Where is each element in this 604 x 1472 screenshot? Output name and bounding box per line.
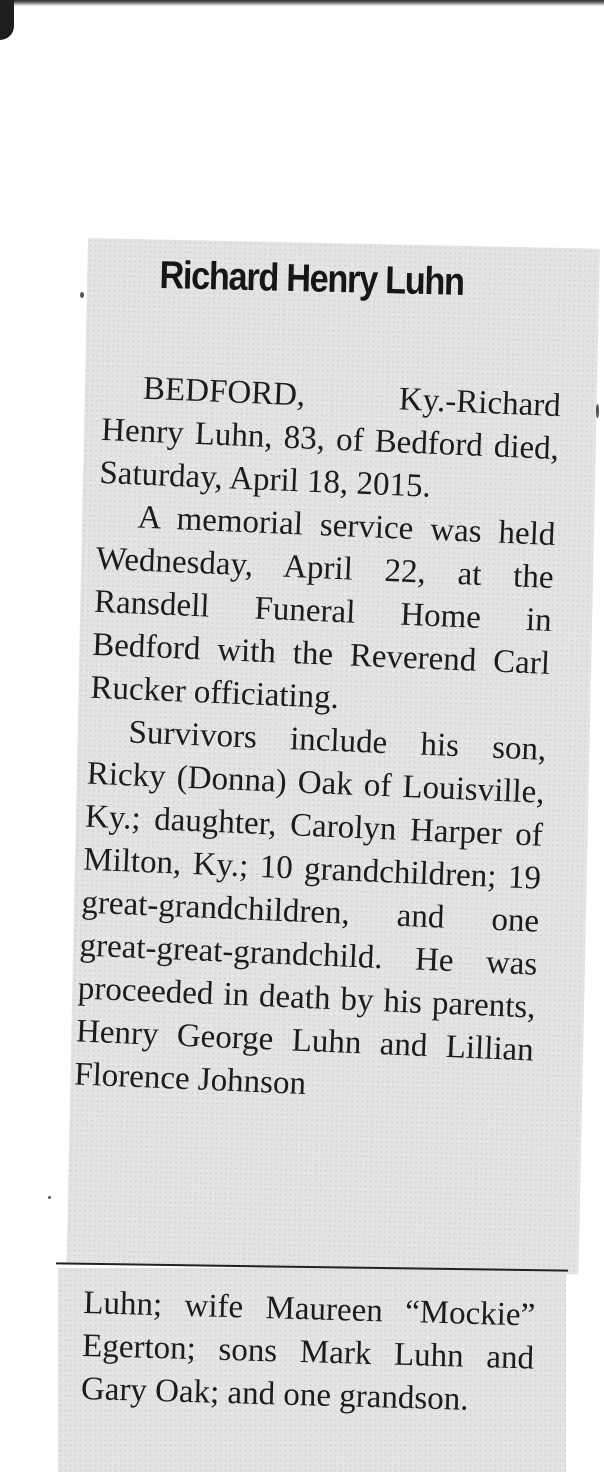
paragraph-death-notice: BEDFORD, Ky.-Richard Henry Luhn, 83, of Bedford died, Saturday, April 18, 2015. [98,370,562,505]
paragraph-survivors: Survivors include his son, Ricky (Donna) Oak of Louisville, Ky.; daughter, Carolyn Harper of Milton, Ky.; 10 grandchildren; 19 great-grandchildren, and one great-great-grandchild. He was proceeded in death by his parents, Henry George Luhn and Lillian Florence Johnson [73,714,548,1103]
obituary-body [73,366,561,1116]
paper-speck [596,404,599,418]
paragraph-continuation: Luhn; wife Maureen “Mockie” Egerton; sons Mark Luhn and Gary Oak; and one grandson. [80,1284,536,1418]
obituary-title: Richard Henry Luhn [159,254,465,304]
paper-speck [80,292,84,298]
scanner-edge [0,0,604,6]
paragraph-memorial-service: A memorial service was held Wednesday, April 22, at the Ransdell Funeral Home in Bedford with the Reverend Carl Rucker officiating. [89,499,557,717]
paper-speck [48,1196,51,1199]
scanner-corner [0,0,14,40]
obituary-continuation [80,1282,535,1424]
